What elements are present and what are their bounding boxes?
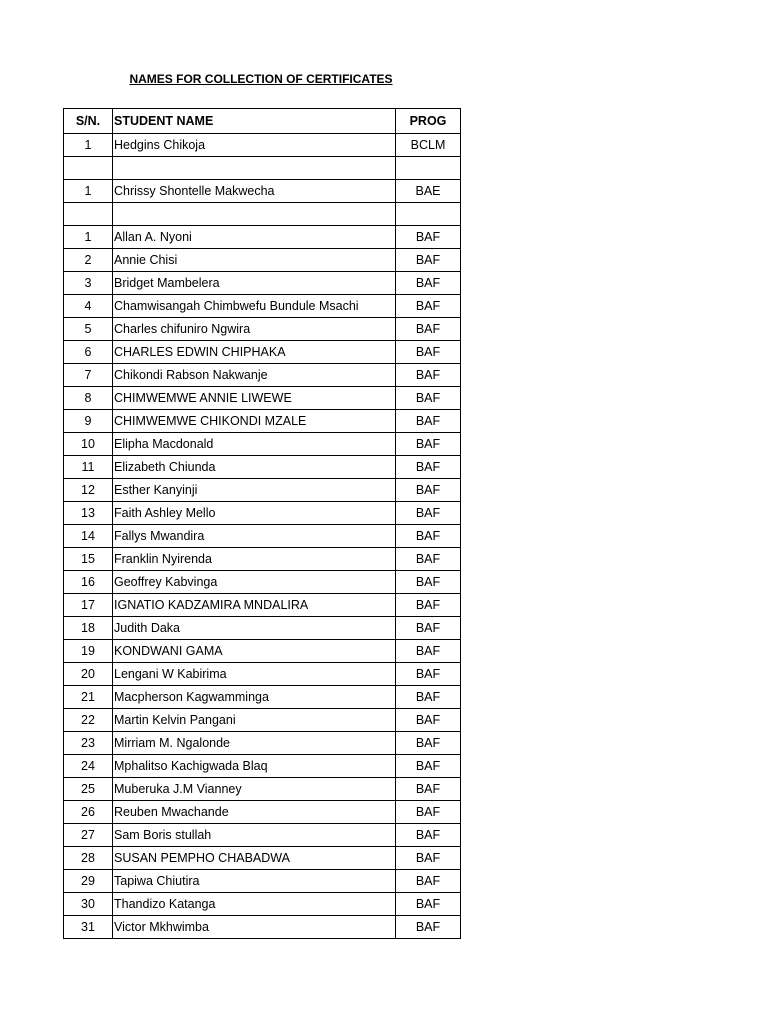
table-header-row	[64, 109, 461, 134]
programme-cell: BAF	[396, 755, 461, 778]
student-name-cell: Judith Daka	[113, 617, 396, 640]
table-row	[64, 479, 461, 502]
serial-number-cell: 10	[64, 433, 113, 456]
programme-cell: BAF	[396, 387, 461, 410]
programme-cell: BAF	[396, 640, 461, 663]
student-name-cell: Fallys Mwandira	[113, 525, 396, 548]
student-name-cell: Macpherson Kagwamminga	[113, 686, 396, 709]
header-sn: S/N.	[64, 109, 113, 134]
programme-cell: BAF	[396, 617, 461, 640]
serial-number-cell: 1	[64, 134, 113, 157]
serial-number-cell: 4	[64, 295, 113, 318]
programme-cell: BAF	[396, 548, 461, 571]
table-row	[64, 387, 461, 410]
programme-cell: BAF	[396, 732, 461, 755]
student-name-cell: Mirriam M. Ngalonde	[113, 732, 396, 755]
serial-number-cell: 24	[64, 755, 113, 778]
serial-number-cell: 21	[64, 686, 113, 709]
serial-number-cell: 31	[64, 916, 113, 939]
table-row	[64, 732, 461, 755]
programme-cell: BAF	[396, 364, 461, 387]
table-row	[64, 594, 461, 617]
programme-cell: BAF	[396, 295, 461, 318]
table-row	[64, 410, 461, 433]
student-name-cell: Muberuka J.M Vianney	[113, 778, 396, 801]
programme-cell	[396, 157, 461, 180]
table-row	[64, 571, 461, 594]
serial-number-cell	[64, 203, 113, 226]
student-name-cell: Charles chifuniro Ngwira	[113, 318, 396, 341]
table-row	[64, 709, 461, 732]
serial-number-cell: 14	[64, 525, 113, 548]
programme-cell: BAF	[396, 686, 461, 709]
programme-cell: BAF	[396, 410, 461, 433]
serial-number-cell: 22	[64, 709, 113, 732]
table-row	[64, 640, 461, 663]
programme-cell: BAF	[396, 778, 461, 801]
table-row	[64, 341, 461, 364]
student-name-cell: CHIMWEMWE CHIKONDI MZALE	[113, 410, 396, 433]
document-title: NAMES FOR COLLECTION OF CERTIFICATES	[129, 72, 393, 86]
student-name-cell: Lengani W Kabirima	[113, 663, 396, 686]
table-row	[64, 134, 461, 157]
serial-number-cell: 1	[64, 226, 113, 249]
programme-cell: BAF	[396, 502, 461, 525]
table-row	[64, 203, 461, 226]
header-prog: PROG	[396, 109, 461, 134]
programme-cell: BAF	[396, 916, 461, 939]
serial-number-cell: 3	[64, 272, 113, 295]
student-name-cell	[113, 157, 396, 180]
student-name-cell: Hedgins Chikoja	[113, 134, 396, 157]
table-row	[64, 916, 461, 939]
student-name-cell: Chrissy Shontelle Makwecha	[113, 180, 396, 203]
student-name-cell: SUSAN PEMPHO CHABADWA	[113, 847, 396, 870]
student-name-cell: Victor Mkhwimba	[113, 916, 396, 939]
student-name-cell: Bridget Mambelera	[113, 272, 396, 295]
student-name-cell: Faith Ashley Mello	[113, 502, 396, 525]
student-name-cell: Reuben Mwachande	[113, 801, 396, 824]
table-row	[64, 226, 461, 249]
student-name-cell: Chikondi Rabson Nakwanje	[113, 364, 396, 387]
table-row	[64, 525, 461, 548]
table-row	[64, 157, 461, 180]
programme-cell: BAF	[396, 663, 461, 686]
header-student-name: STUDENT NAME	[113, 109, 396, 134]
programme-cell: BAF	[396, 525, 461, 548]
programme-cell: BAF	[396, 226, 461, 249]
table-row	[64, 847, 461, 870]
student-name-cell: Elipha Macdonald	[113, 433, 396, 456]
serial-number-cell: 28	[64, 847, 113, 870]
table-body	[64, 134, 461, 939]
programme-cell: BAF	[396, 318, 461, 341]
serial-number-cell: 19	[64, 640, 113, 663]
serial-number-cell: 20	[64, 663, 113, 686]
table-row	[64, 663, 461, 686]
programme-cell: BAF	[396, 824, 461, 847]
student-name-cell: Allan A. Nyoni	[113, 226, 396, 249]
serial-number-cell: 16	[64, 571, 113, 594]
table-row	[64, 870, 461, 893]
student-name-cell: CHIMWEMWE ANNIE LIWEWE	[113, 387, 396, 410]
table-row	[64, 824, 461, 847]
serial-number-cell: 30	[64, 893, 113, 916]
programme-cell: BCLM	[396, 134, 461, 157]
student-name-cell: Sam Boris stullah	[113, 824, 396, 847]
serial-number-cell: 29	[64, 870, 113, 893]
serial-number-cell: 18	[64, 617, 113, 640]
table-row	[64, 249, 461, 272]
student-name-cell: Esther Kanyinji	[113, 479, 396, 502]
student-name-cell: Geoffrey Kabvinga	[113, 571, 396, 594]
serial-number-cell: 13	[64, 502, 113, 525]
student-name-cell: Elizabeth Chiunda	[113, 456, 396, 479]
certificate-names-table	[63, 108, 461, 939]
table-row	[64, 617, 461, 640]
programme-cell	[396, 203, 461, 226]
student-name-cell: Annie Chisi	[113, 249, 396, 272]
serial-number-cell: 1	[64, 180, 113, 203]
programme-cell: BAF	[396, 893, 461, 916]
table-row	[64, 893, 461, 916]
table-row	[64, 755, 461, 778]
table-row	[64, 548, 461, 571]
programme-cell: BAF	[396, 594, 461, 617]
student-name-cell: Mphalitso Kachigwada Blaq	[113, 755, 396, 778]
serial-number-cell: 2	[64, 249, 113, 272]
student-name-cell: Tapiwa Chiutira	[113, 870, 396, 893]
programme-cell: BAF	[396, 571, 461, 594]
student-name-cell: CHARLES EDWIN CHIPHAKA	[113, 341, 396, 364]
serial-number-cell: 5	[64, 318, 113, 341]
table-row	[64, 272, 461, 295]
table-row	[64, 502, 461, 525]
student-name-cell: Martin Kelvin Pangani	[113, 709, 396, 732]
serial-number-cell: 17	[64, 594, 113, 617]
table-row	[64, 801, 461, 824]
serial-number-cell: 7	[64, 364, 113, 387]
student-name-cell	[113, 203, 396, 226]
serial-number-cell: 23	[64, 732, 113, 755]
table-row	[64, 318, 461, 341]
programme-cell: BAF	[396, 249, 461, 272]
serial-number-cell: 11	[64, 456, 113, 479]
table-row	[64, 364, 461, 387]
serial-number-cell: 8	[64, 387, 113, 410]
student-name-cell: Chamwisangah Chimbwefu Bundule Msachi	[113, 295, 396, 318]
table-row	[64, 180, 461, 203]
programme-cell: BAF	[396, 341, 461, 364]
serial-number-cell: 25	[64, 778, 113, 801]
student-name-cell: Franklin Nyirenda	[113, 548, 396, 571]
programme-cell: BAF	[396, 847, 461, 870]
serial-number-cell: 27	[64, 824, 113, 847]
serial-number-cell	[64, 157, 113, 180]
serial-number-cell: 12	[64, 479, 113, 502]
table-row	[64, 456, 461, 479]
programme-cell: BAF	[396, 801, 461, 824]
serial-number-cell: 26	[64, 801, 113, 824]
programme-cell: BAF	[396, 479, 461, 502]
programme-cell: BAF	[396, 433, 461, 456]
table-row	[64, 433, 461, 456]
student-name-cell: Thandizo Katanga	[113, 893, 396, 916]
table-row	[64, 778, 461, 801]
serial-number-cell: 15	[64, 548, 113, 571]
programme-cell: BAF	[396, 272, 461, 295]
serial-number-cell: 9	[64, 410, 113, 433]
student-name-cell: IGNATIO KADZAMIRA MNDALIRA	[113, 594, 396, 617]
serial-number-cell: 6	[64, 341, 113, 364]
table-row	[64, 295, 461, 318]
programme-cell: BAE	[396, 180, 461, 203]
programme-cell: BAF	[396, 709, 461, 732]
programme-cell: BAF	[396, 456, 461, 479]
student-name-cell: KONDWANI GAMA	[113, 640, 396, 663]
programme-cell: BAF	[396, 870, 461, 893]
table-row	[64, 686, 461, 709]
